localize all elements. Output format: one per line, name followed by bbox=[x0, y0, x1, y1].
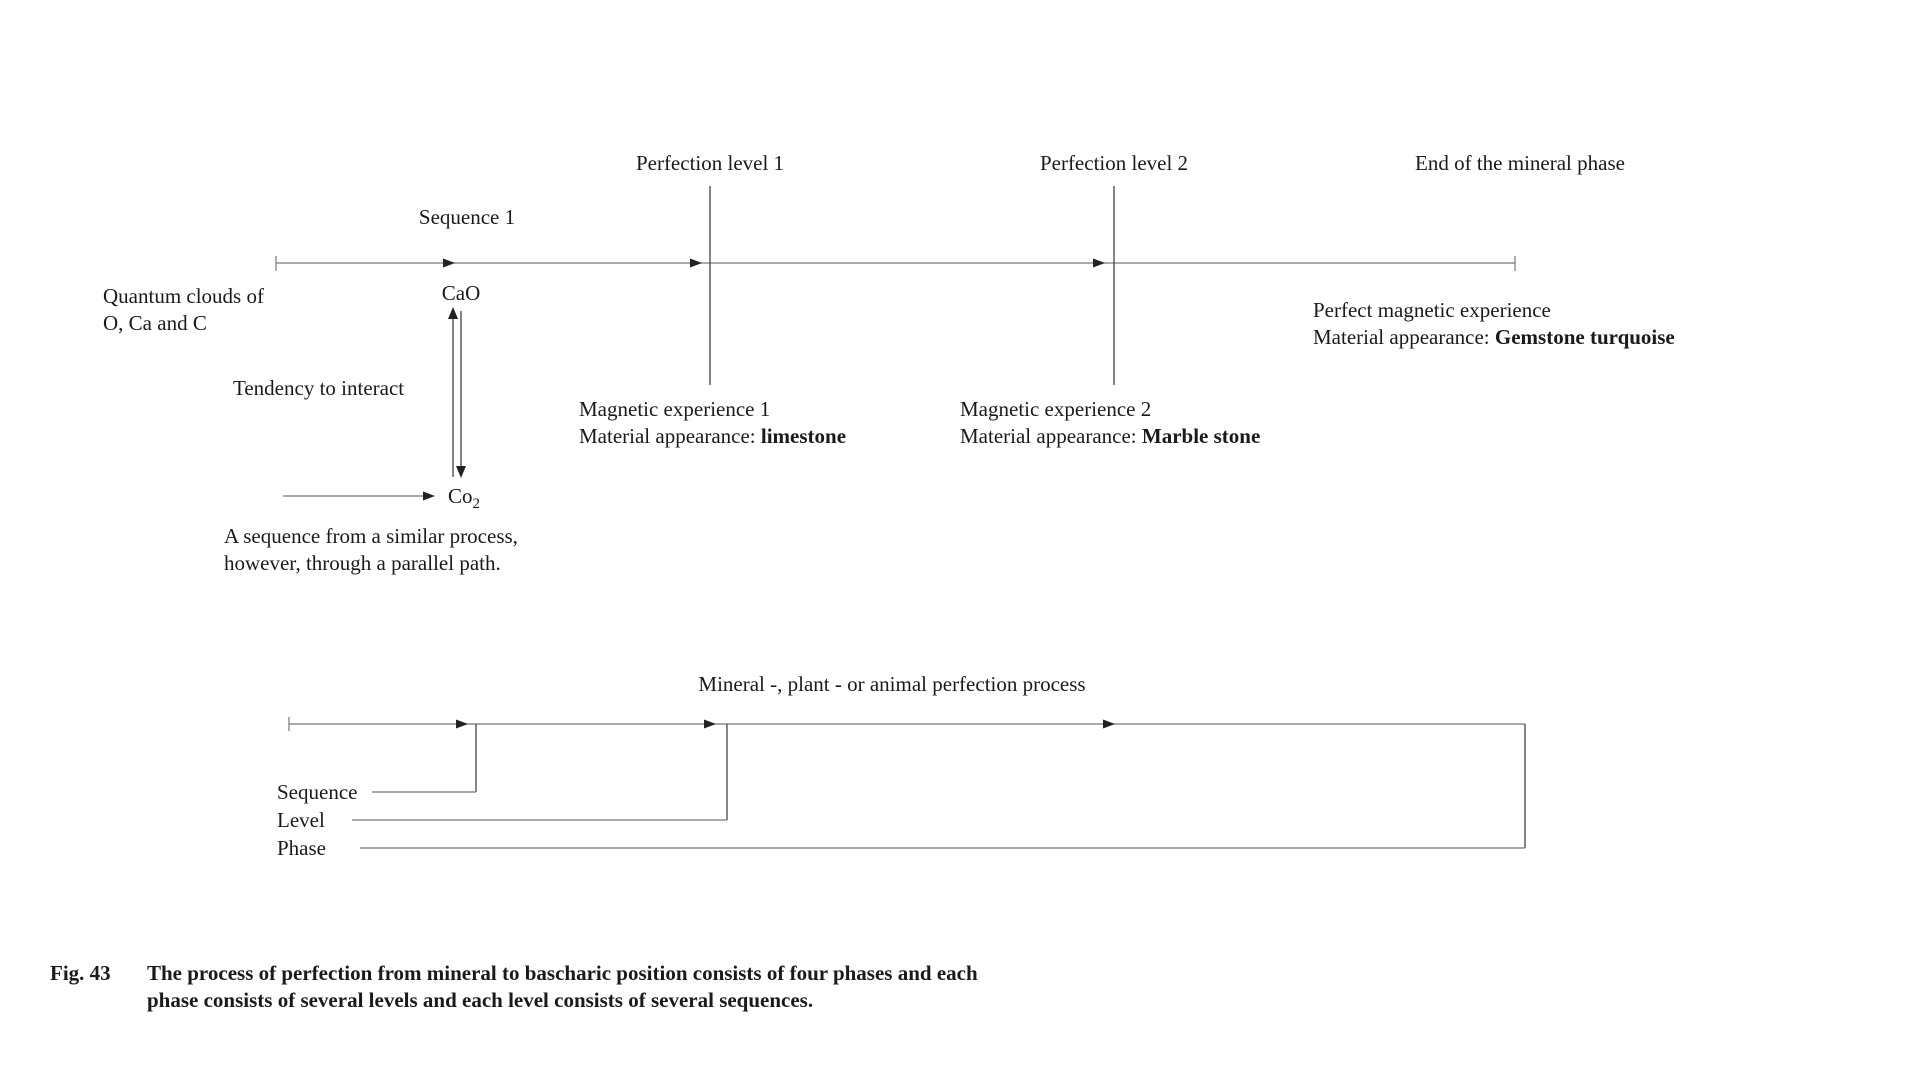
label-sequence-1: Sequence 1 bbox=[418, 205, 516, 229]
label-perfection-level-2: Perfection level 2 bbox=[1039, 151, 1189, 175]
perfect-magnetic-experience-appearance bbox=[1313, 324, 1675, 351]
perfection-level-markers bbox=[710, 186, 1114, 385]
perfect-magnetic-experience-title: Perfect magnetic experience bbox=[1313, 298, 1551, 322]
top-timeline bbox=[276, 256, 1515, 271]
label-end-of-mineral-phase: End of the mineral phase bbox=[1415, 151, 1625, 175]
quantum-clouds-line-1: Quantum clouds of bbox=[103, 284, 264, 308]
magnetic-experience-2-block bbox=[960, 396, 1260, 450]
figure-number: Fig. 43 bbox=[50, 961, 111, 985]
material-appearance-value-limestone: limestone bbox=[760, 424, 847, 448]
magnetic-experience-1-block bbox=[579, 396, 846, 450]
co2-base: Co bbox=[448, 484, 473, 508]
magnetic-experience-2-appearance bbox=[960, 423, 1260, 450]
parallel-path-arrow bbox=[283, 492, 435, 501]
material-appearance-label: Material appearance: bbox=[960, 424, 1142, 448]
label-quantum-clouds bbox=[103, 283, 264, 337]
parallel-path-line-2: however, through a parallel path. bbox=[224, 551, 501, 575]
bottom-timeline bbox=[289, 717, 1525, 731]
label-co2 bbox=[448, 483, 481, 513]
material-appearance-label: Material appearance: bbox=[579, 424, 761, 448]
bottom-timeline-drop-lines bbox=[476, 724, 1525, 848]
figure-caption bbox=[147, 960, 978, 1014]
material-appearance-value-gemstone-turquoise: Gemstone turquoise bbox=[1494, 325, 1675, 349]
bottom-timeline-title: Mineral -, plant - or animal perfection process bbox=[698, 672, 1086, 696]
label-perfection-level-1: Perfection level 1 bbox=[635, 151, 785, 175]
label-sequence: Sequence bbox=[277, 780, 358, 804]
magnetic-experience-2-title: Magnetic experience 2 bbox=[960, 397, 1152, 421]
label-level: Level bbox=[277, 808, 325, 832]
material-appearance-label: Material appearance: bbox=[1313, 325, 1495, 349]
magnetic-experience-1-appearance bbox=[579, 423, 846, 450]
note-parallel-path bbox=[224, 523, 518, 577]
material-appearance-value-marble-stone: Marble stone bbox=[1141, 424, 1261, 448]
caption-line-1: The process of perfection from mineral to bascharic position consists of four phases and each bbox=[147, 961, 978, 985]
label-cao: CaO bbox=[441, 281, 481, 305]
magnetic-experience-1-title: Magnetic experience 1 bbox=[579, 397, 771, 421]
perfect-magnetic-experience-block bbox=[1313, 297, 1675, 351]
quantum-clouds-line-2: O, Ca and C bbox=[103, 311, 207, 335]
co2-subscript: 2 bbox=[472, 496, 481, 513]
cao-co2-double-arrow bbox=[448, 307, 466, 478]
label-tendency-to-interact: Tendency to interact bbox=[233, 376, 405, 400]
parallel-path-line-1: A sequence from a similar process, bbox=[224, 524, 518, 548]
caption-line-2: phase consists of several levels and each level consists of several sequences. bbox=[147, 988, 814, 1012]
label-phase: Phase bbox=[277, 836, 326, 860]
bottom-timeline-connectors bbox=[352, 792, 1525, 848]
